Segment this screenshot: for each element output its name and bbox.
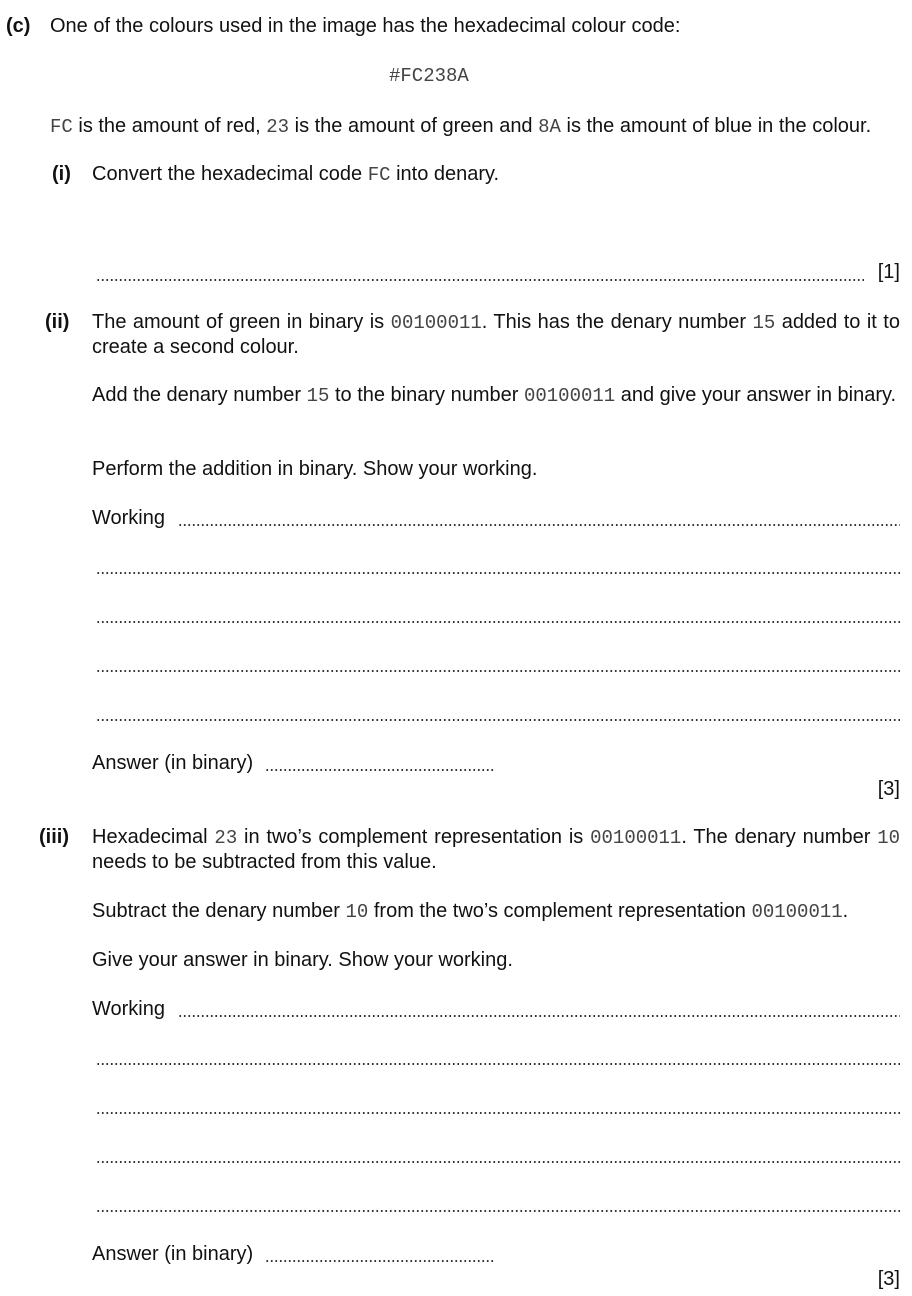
q-iii-p2-text-1: Subtract the denary number	[92, 900, 346, 922]
q-ii-working-line-5[interactable]	[96, 719, 900, 721]
q-iii-p1-binary: 00100011	[590, 827, 682, 849]
q-iii-label: (iii)	[39, 826, 69, 848]
q-iii-mark: [3]	[877, 1268, 900, 1290]
q-iii-paragraph-1	[92, 825, 900, 874]
q-i-mark: [1]	[877, 261, 900, 283]
q-ii-p1-text-3: added to it to create a second colour.	[92, 311, 900, 358]
q-iii-answer-line[interactable]	[265, 1260, 494, 1262]
q-ii-working-line-2[interactable]	[96, 572, 900, 574]
desc-text-3: is the amount of blue in the colour.	[560, 115, 872, 137]
q-ii-instruction: Perform the addition in binary. Show your working.	[92, 458, 538, 480]
hex-colour-code: #FC238A	[389, 65, 469, 87]
q-ii-working-label: Working	[92, 507, 165, 529]
q-ii-paragraph-2	[92, 383, 900, 408]
q-ii-p1-number: 15	[752, 312, 776, 334]
q-ii-p1-text-2: . This has the denary number	[481, 311, 753, 333]
code-23: 23	[266, 116, 290, 138]
q-i-text-2: into denary.	[390, 163, 500, 185]
q-iii-p1-number: 10	[877, 827, 900, 849]
q-iii-p2-text-2: from the two’s complement representation	[368, 900, 752, 922]
q-iii-answer-label: Answer (in binary)	[92, 1243, 254, 1265]
q-i-label: (i)	[52, 163, 71, 185]
desc-text-2: is the amount of green and	[289, 115, 539, 137]
q-i-answer-line[interactable]	[96, 279, 864, 281]
q-ii-p2-text-1: Add the denary number	[92, 384, 307, 406]
q-iii-working-line-4[interactable]	[96, 1161, 900, 1163]
q-i-text	[92, 162, 499, 187]
q-iii-p2-number: 10	[345, 901, 369, 923]
q-i-text-1: Convert the hexadecimal code	[92, 163, 368, 185]
colour-description	[50, 114, 871, 139]
q-ii-p2-binary: 00100011	[523, 385, 616, 407]
desc-text-1: is the amount of red,	[72, 115, 267, 137]
q-iii-p1-text-2: in two’s complement representation is	[237, 826, 591, 848]
q-iii-p1-text-3: . The denary number	[681, 826, 878, 848]
q-iii-working-line-1[interactable]	[178, 1015, 900, 1017]
q-ii-working-line-3[interactable]	[96, 621, 900, 623]
q-iii-p1-text-4: needs to be subtracted from this value.	[92, 851, 437, 873]
part-c-label: (c)	[6, 15, 31, 37]
q-ii-paragraph-1	[92, 310, 900, 359]
q-iii-p2-text-3: .	[842, 900, 849, 922]
q-ii-working-line-4[interactable]	[96, 670, 900, 672]
q-iii-p1-text-1: Hexadecimal	[92, 826, 215, 848]
part-c-intro: One of the colours used in the image has the hexadecimal colour code:	[50, 15, 681, 37]
q-iii-p1-hex: 23	[214, 827, 238, 849]
q-iii-paragraph-2	[92, 899, 848, 924]
q-iii-working-label: Working	[92, 998, 165, 1020]
code-8a: 8A	[538, 116, 561, 138]
q-iii-working-line-3[interactable]	[96, 1112, 900, 1114]
q-ii-label: (ii)	[45, 311, 70, 333]
q-ii-p2-number: 15	[306, 385, 330, 407]
q-ii-p2-text-2: to the binary number	[329, 384, 524, 406]
q-iii-p2-binary: 00100011	[751, 901, 843, 923]
q-ii-p1-text-1: The amount of green in binary is	[92, 311, 391, 333]
code-fc: FC	[50, 116, 73, 138]
q-ii-mark: [3]	[877, 778, 900, 800]
q-ii-p1-binary: 00100011	[390, 312, 482, 334]
q-ii-answer-label: Answer (in binary)	[92, 752, 254, 774]
q-iii-working-line-2[interactable]	[96, 1063, 900, 1065]
q-iii-instruction: Give your answer in binary. Show your working.	[92, 949, 513, 971]
q-ii-answer-line[interactable]	[265, 769, 494, 771]
q-iii-working-line-5[interactable]	[96, 1210, 900, 1212]
q-ii-p2-text-3: and give your answer in binary.	[615, 384, 897, 406]
q-ii-working-line-1[interactable]	[178, 524, 900, 526]
q-i-code: FC	[367, 164, 391, 186]
